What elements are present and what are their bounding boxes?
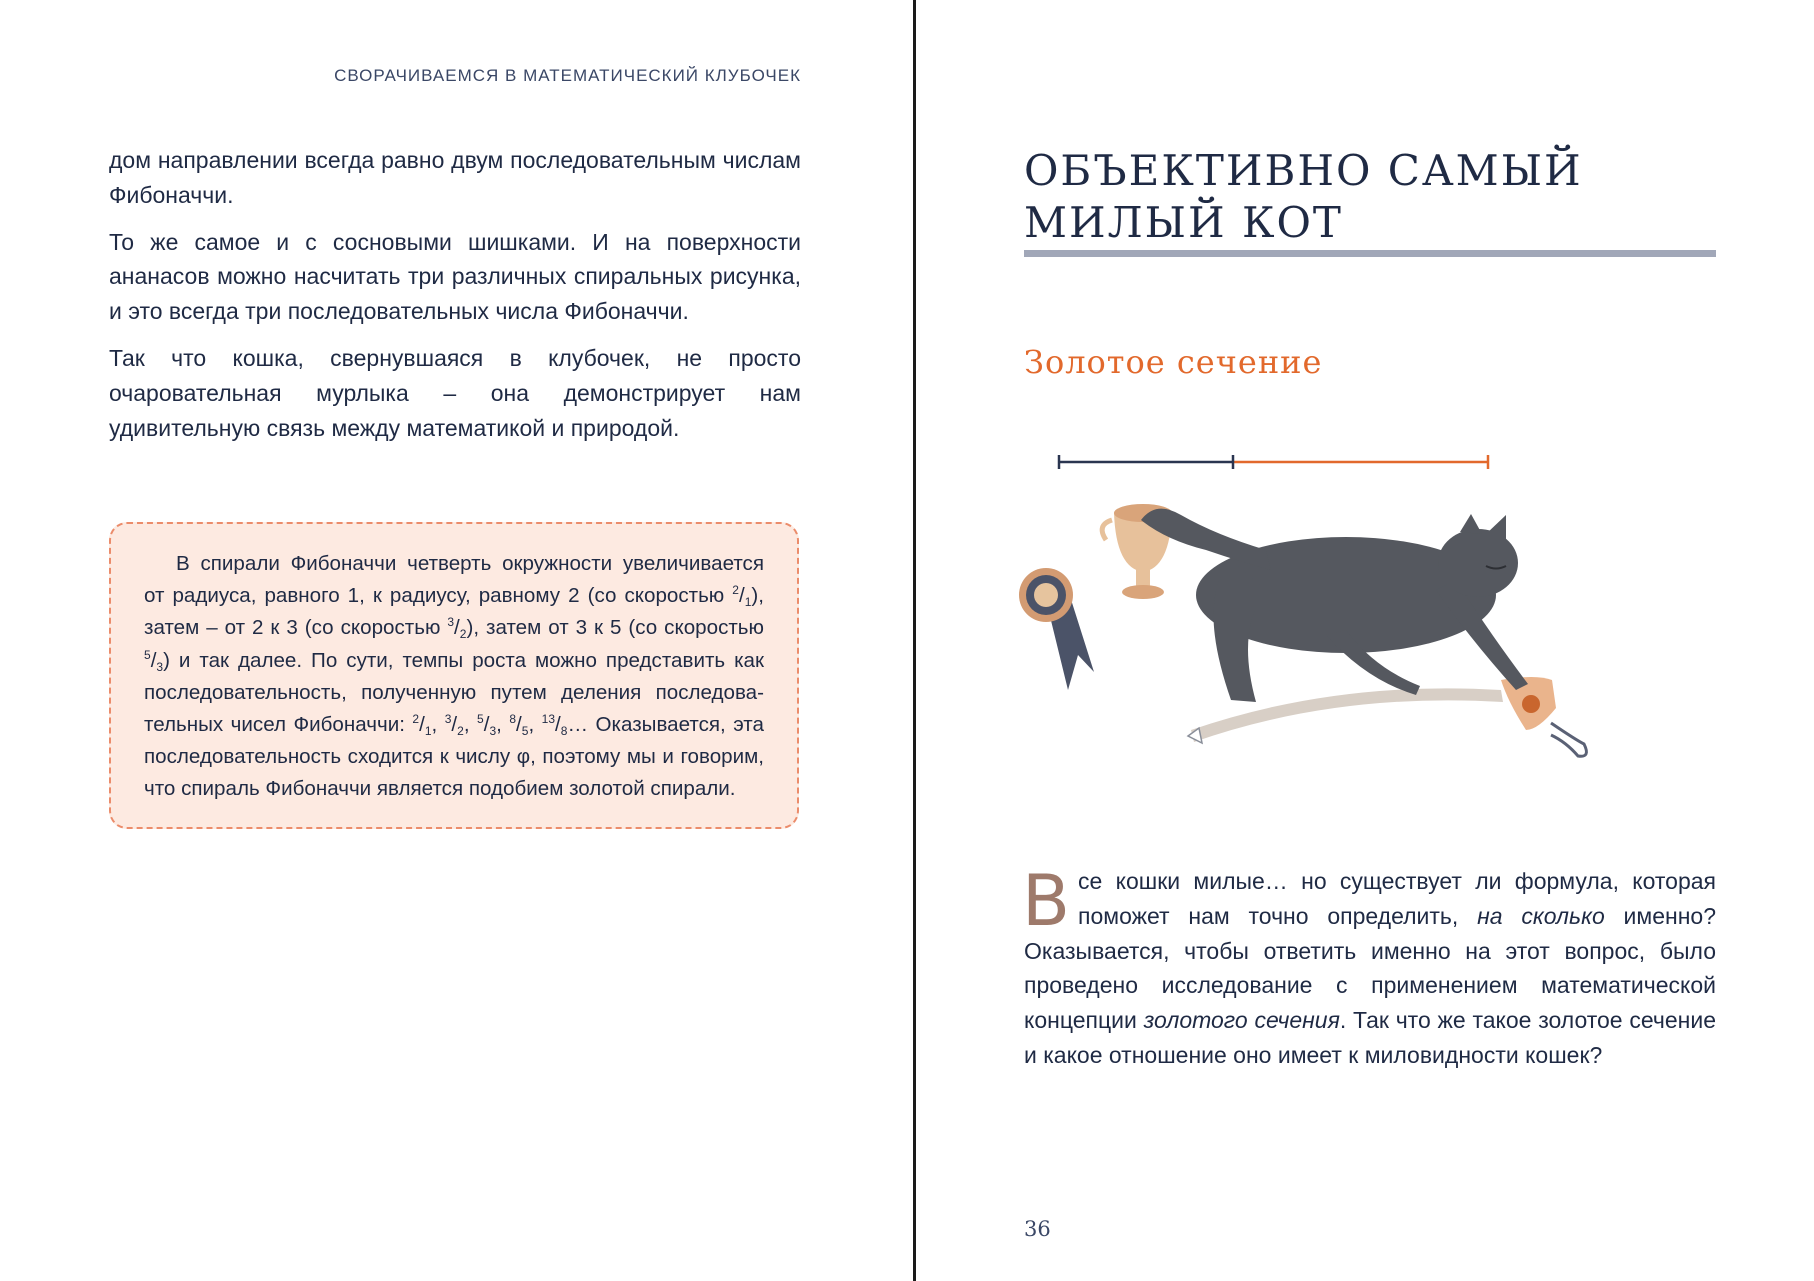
drop-cap: В [1022,860,1071,942]
callout-text: В спирали Фибоначчи четверть окружности увеличивается от радиуса, равного 1, к радиусу, равному 2 (со скоростью $^2/_1$), затем – от 2 к 3 (со скоростью $^3/_2$), затем от 3 к 5 (со скоростью $^5/_3$) и так далее. По сути, темпы роста можно представить как последовательность, полученную путем деления последовательных чисел Фибоначчи: $^2/_1$, $^3/_2$, $^5/_3$, $^8/_5$, $^{13}/_8\dots$ Оказывается, эта последовательность сходится к числу φ, поэтому мы и говорим, что спираль Фибоначчи является подобием золотой спирали. [144,552,764,801]
paragraph: Так что кошка, свернувшаяся в клубочек, не просто очаровательная мурлыка – она демонстрирует нам удивительную связь между математикой и природой. [109,344,801,441]
fraction: $^8/_5$ [509,712,529,739]
paragraph: дом направлении всегда равно двум последовательным числам Фибоначчи. [109,147,801,208]
fraction: $^2/_1$ [732,583,752,610]
fraction: $^2/_1$ [412,712,432,739]
page-number: 36 [1024,1217,1051,1241]
title-underline [1024,250,1716,257]
golden-ratio-cat-illustration [1016,440,1716,770]
right-page [916,0,1814,1281]
right-body-text: Все кошки милые… но существует ли формула, которая поможет нам точно определить, на сколько именно? Оказывается, чтобы ответить именно на этот вопрос, было проведено исследование с применением математической концепции золотого сечения. Так что же такое золотое сечение и какое отношение оно имеет к миловидности кошек? [1022,860,1717,1068]
paragraph: То же самое и с сосновыми шишками. И на поверхности ананасов можно насчитать три различных спиральных рисунка, и это всегда три последовательных числа Фибоначчи. [109,228,801,325]
fraction: $^3/_2$ [444,712,464,739]
running-header: СВОРАЧИВАЕМСЯ В МАТЕМАТИЧЕСКИЙ КЛУБОЧЕК [334,66,801,85]
fraction: $^5/_3$ [477,712,497,739]
cat-icon [1141,509,1528,702]
fibonacci-callout-box [109,522,799,829]
chapter-title: ОБЪЕКТИВНО САМЫЙ МИЛЫЙ КОТ [1024,146,1583,247]
left-body-text [109,143,801,457]
fraction: $^{13}/_8$ [541,712,568,739]
section-heading: Золотое сечение [1024,343,1323,381]
award-rosette-icon [1019,568,1094,690]
fraction: $^3/_2$ [447,615,467,642]
golden-ratio-line [1059,455,1488,469]
fraction: $^5/_3$ [144,647,164,674]
